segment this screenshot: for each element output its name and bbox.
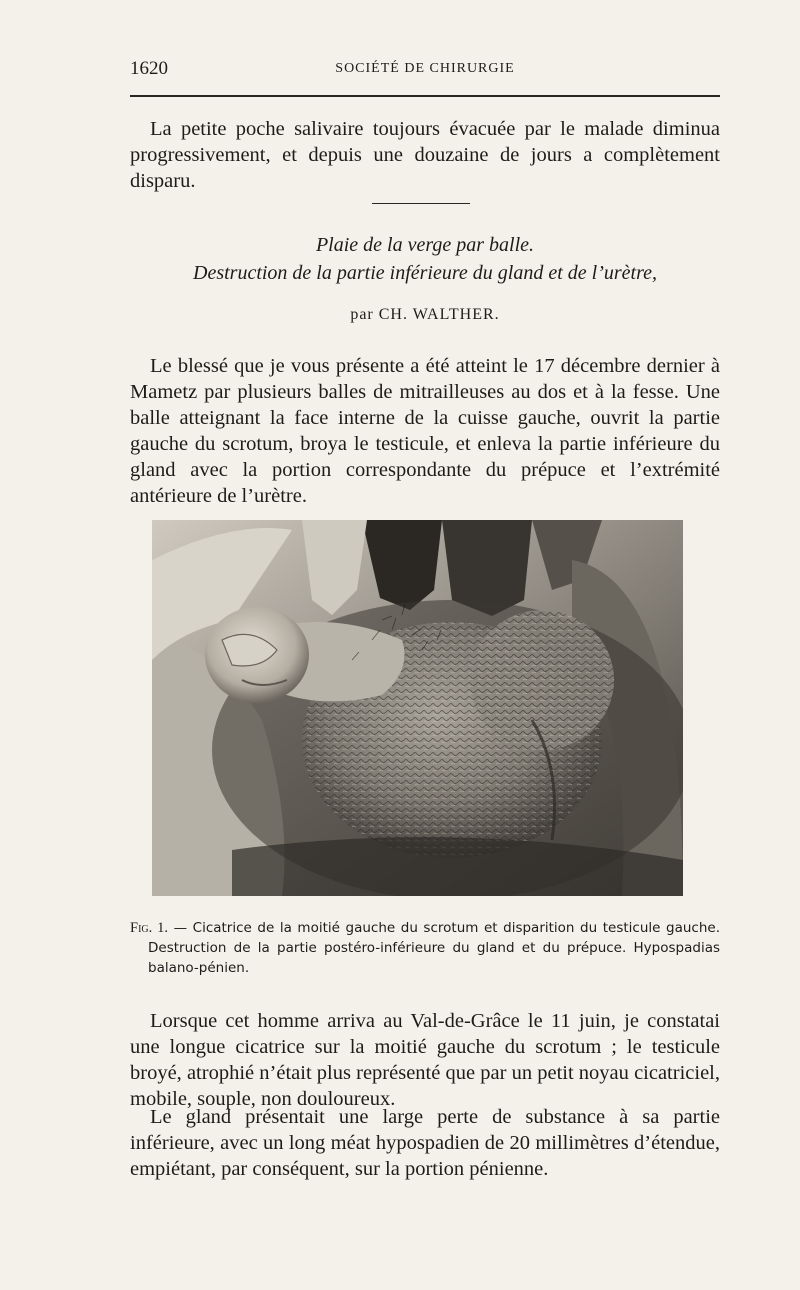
figure-photo-svg (152, 520, 683, 896)
intro-paragraph: La petite poche salivaire toujours évacuée par le malade diminua progressivement, et depuis une douzaine de jours a complètement disparu. (130, 118, 720, 192)
header-rule (130, 95, 720, 97)
article-title-line-1: Plaie de la verge par balle. (315, 234, 535, 256)
body-paragraph-3: Le gland présentait une large perte de substance à sa partie inférieure, avec un long méat hypospadien de 20 millimètres d’étendue, empiétant, par conséquent, sur la portion pénienne. (130, 1106, 720, 1180)
running-head (130, 58, 720, 86)
article-title-line-2: Destruction de la partie inférieure du gland et de l’urètre, (193, 262, 657, 284)
body-paragraph-1: Le blessé que je vous présente a été atteint le 17 décembre dernier à Mametz par plusieurs balles de mitrailleuses au dos et à la fesse. Une balle atteignant la face interne de la cuisse gauche, ouvrit la partie gauche du scrotum, broya le testicule, et enleva la partie inférieure du gland avec la portion correspondante du prépuce et l’extrémité antérieure de l’urètre. (130, 355, 720, 507)
article-author: par CH. WALTHER. (350, 306, 500, 323)
figure-caption-text: — Cicatrice de la moitié gauche du scrotum et disparition du testicule gauche. Destruction de la partie postéro-inférieure du gland et du prépuce. Hypospadias balano-pénien. (148, 920, 720, 976)
figure-photograph (152, 520, 683, 896)
figure-caption (130, 918, 720, 978)
page-number: 1620 (130, 58, 168, 79)
section-divider (372, 203, 470, 204)
figure-label: Fig. 1. (130, 920, 169, 936)
journal-title: SOCIÉTÉ DE CHIRURGIE (335, 61, 515, 76)
body-paragraph-2: Lorsque cet homme arriva au Val-de-Grâce le 11 juin, je constatai une longue cicatrice sur la moitié gauche du scrotum ; le testicule broyé, atrophié n’était plus représenté que par un petit noyau cicatriciel, mobile, souple, non douloureux. (130, 1010, 720, 1110)
